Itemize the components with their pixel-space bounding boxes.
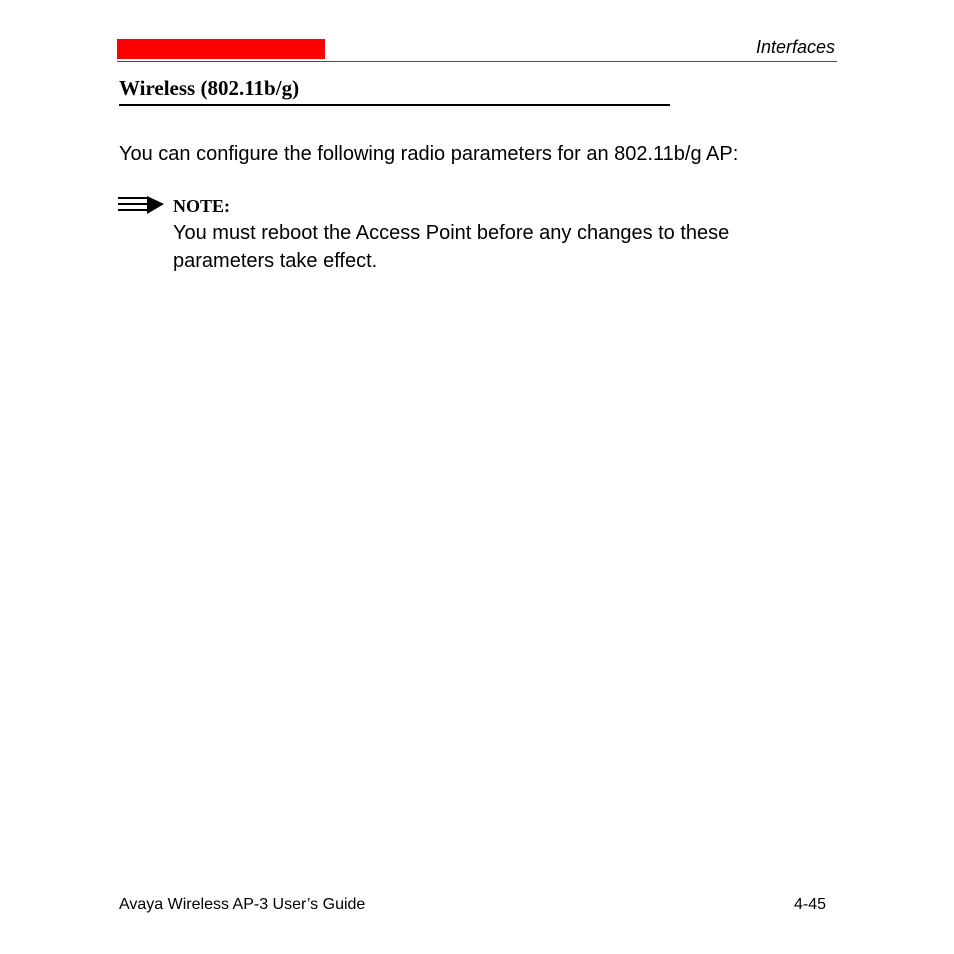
note-pointer-icon — [117, 195, 165, 217]
note-line: parameters take effect. — [173, 250, 378, 272]
header-accent-bar — [117, 39, 325, 59]
footer-guide-title: Avaya Wireless AP-3 User’s Guide — [119, 896, 366, 913]
running-header-title: Interfaces — [755, 37, 835, 57]
note-line: You must reboot the Access Point before any changes to these — [173, 222, 730, 244]
intro-paragraph: You can configure the following radio parameters for an 802.11b/g AP: — [119, 143, 739, 165]
note-body — [173, 219, 833, 275]
section-heading: Wireless (802.11b/g) — [119, 76, 300, 100]
note-label: NOTE: — [173, 196, 231, 216]
header-rule — [117, 61, 837, 62]
section-heading-rule — [119, 104, 670, 106]
footer-page-number: 4-45 — [793, 896, 826, 913]
